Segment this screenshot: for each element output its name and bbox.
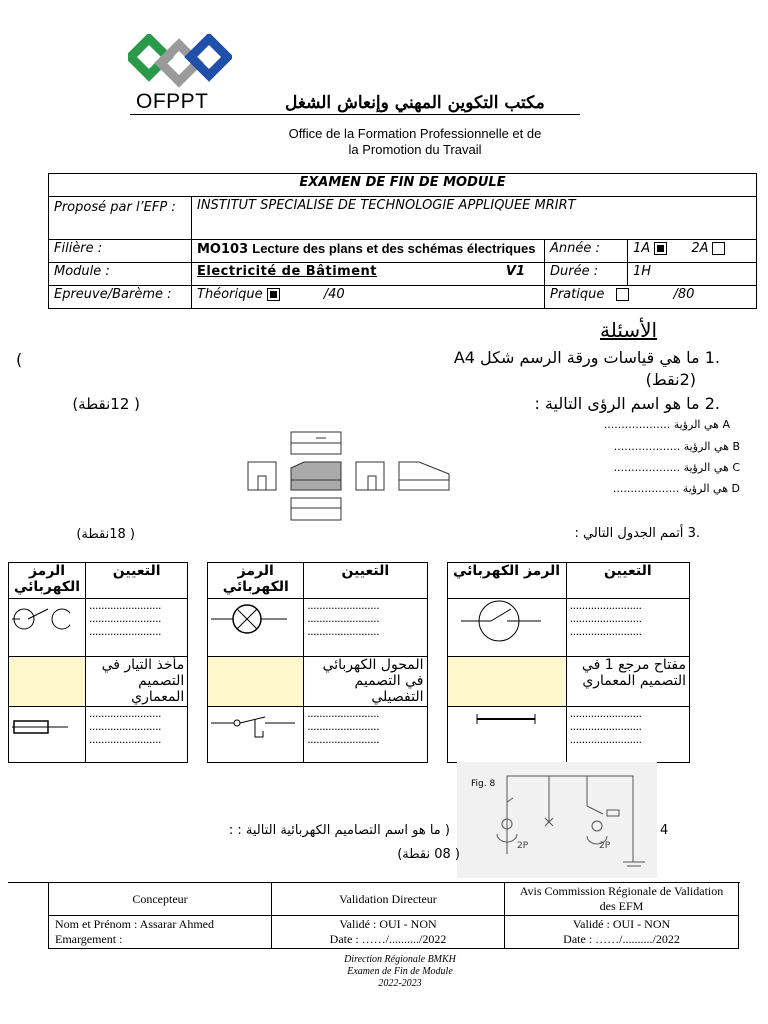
col-gap	[188, 657, 208, 707]
question-3	[560, 526, 700, 541]
view-letter: C	[732, 461, 740, 474]
symbol-switch-double	[9, 599, 86, 657]
pratique-checkbox[interactable]	[616, 288, 629, 301]
answer-dots[interactable]: ........................ ........................ ........................	[304, 707, 427, 763]
module-name: Electricité de Bâtiment	[197, 264, 377, 279]
q2-points: ( 12نقطة)	[72, 395, 140, 413]
filiere-name: Lecture des plans et des schémas électriques	[252, 241, 536, 256]
answer-dots[interactable]: ........................ ........................ ........................	[86, 707, 188, 763]
concepteur-name: Nom et Prénom : Assarar Ahmed	[55, 917, 214, 931]
annee-1a-checkbox[interactable]	[654, 242, 667, 255]
duree-value: 1H	[628, 263, 757, 286]
filiere-code: MO103	[197, 242, 249, 257]
fig-2p-right: 2P	[599, 841, 611, 851]
q2-text: ما هو اسم الرؤى التالية :	[534, 394, 700, 413]
q1-points: (2نقط)	[645, 370, 696, 389]
designation-switch: مفتاح مرجع 1 في التصميم المعماري	[566, 657, 689, 707]
circuit-figure	[457, 762, 657, 878]
designation-socket: مأخذ التيار في التصميم المعماري	[86, 657, 188, 707]
col-gap	[427, 563, 447, 599]
directeur-date: Date : ……/........../2022	[329, 932, 447, 946]
switch-circle-icon	[451, 599, 549, 643]
module-cell	[192, 263, 545, 286]
view-text: هي الرؤية ...................	[612, 482, 729, 495]
question-4	[200, 823, 450, 838]
header-symbol-3: الرمز الكهربائي	[447, 563, 566, 599]
answer-dots[interactable]: ........................ ........................ ........................	[566, 599, 689, 657]
duree-label: Durée :	[545, 263, 628, 286]
q3-points: ( 18نقطة)	[76, 527, 135, 542]
annee-1a: 1A	[633, 241, 651, 256]
header-designation-1: التعيين	[86, 563, 188, 599]
concepteur-header: Concepteur	[49, 883, 272, 916]
theorique-score: /40	[323, 287, 345, 302]
col-gap	[188, 563, 208, 599]
question-1	[420, 348, 720, 367]
header-designation-3: التعيين	[566, 563, 689, 599]
designation-transformer: المحول الكهربائي في التصميم التفصيلي	[304, 657, 427, 707]
view-letter: D	[731, 482, 740, 495]
symbol-fuse	[9, 707, 86, 763]
symbol-lamp	[208, 599, 304, 657]
annee-cell	[628, 240, 757, 263]
directeur-cell	[272, 916, 505, 949]
epreuve-label: Epreuve/Barème :	[49, 286, 192, 309]
office-name: Office de la Formation Professionnelle et de la Promotion du Travail	[288, 126, 542, 157]
symbol-switch-circle	[447, 599, 566, 657]
q4-text: ما هو اسم التصاميم الكهربائية التالية :	[237, 823, 441, 838]
directeur-valide: Validé : OUI - NON	[339, 917, 437, 931]
view-text: هي الرؤية ...................	[603, 418, 719, 431]
concepteur-cell	[49, 916, 272, 949]
symbol-conductor	[447, 707, 566, 763]
col-gap	[188, 599, 208, 657]
conductor-icon	[451, 707, 549, 737]
question-2	[480, 394, 720, 413]
theorique-cell	[192, 286, 545, 309]
footer-line-1: Direction Régionale BMKH	[344, 954, 456, 965]
exam-info-table	[48, 173, 757, 309]
commission-date: Date : ……/........../2022	[563, 932, 680, 946]
col-gap	[427, 657, 447, 707]
header-symbol-1: الرمز الكهربائي	[9, 563, 86, 599]
q2-number: .2	[704, 394, 720, 413]
col-gap	[427, 707, 447, 763]
view-a	[590, 418, 730, 431]
answer-dots[interactable]: ........................ ........................ ........................	[566, 707, 689, 763]
view-letter: B	[732, 440, 740, 453]
validation-table	[48, 882, 739, 949]
lamp-icon	[211, 599, 287, 639]
emargement-label: Emargement :	[55, 932, 123, 946]
filiere-label: Filière :	[49, 240, 192, 263]
fig-label: Fig. 8	[471, 779, 496, 789]
q1-text: ما هي قياسات ورقة الرسم شكل A4	[453, 348, 700, 367]
fig-2p-left: 2P	[517, 841, 529, 851]
avis-commission-header: Avis Commission Régionale de Validation des EFM	[505, 883, 739, 916]
q3-number: .3	[687, 526, 700, 541]
q3-text: أتمم الجدول التالي :	[574, 526, 684, 541]
theorique-checkbox[interactable]	[267, 288, 280, 301]
footer-line-2: Examen de Fin de Module	[347, 966, 453, 977]
pratique-label: Pratique	[550, 287, 605, 302]
arabic-title: مكتب التكوين المهني وإنعاش الشغل	[285, 93, 545, 113]
fuse-icon	[12, 707, 70, 747]
header-designation-2: التعيين	[304, 563, 427, 599]
q1-open-paren: (	[16, 350, 23, 369]
view-c	[590, 461, 740, 474]
commission-valide: Validé : OUI - NON	[572, 917, 671, 931]
theorique-label: Théorique	[197, 287, 263, 302]
header-rule	[130, 114, 580, 115]
page-footer	[300, 954, 500, 990]
propose-label: Proposé par l’EFP :	[49, 197, 192, 240]
logo-text: OFPPT	[136, 90, 209, 113]
module-version: V1	[505, 264, 525, 279]
symbol-push-switch	[208, 707, 304, 763]
ofppt-logo	[128, 34, 232, 90]
projection-views-drawing	[244, 428, 454, 526]
commission-cell	[505, 916, 739, 949]
questions-heading: الأسئلة	[600, 318, 658, 342]
answer-dots[interactable]: ........................ ........................ ........................	[304, 599, 427, 657]
annee-2a-checkbox[interactable]	[712, 242, 725, 255]
q4-points: ( 08 نقطة)	[397, 847, 460, 862]
view-text: هي الرؤية ...................	[613, 461, 729, 474]
pratique-cell	[545, 286, 757, 309]
symbol-blank-3[interactable]	[447, 657, 566, 707]
col-gap	[188, 707, 208, 763]
exam-title: EXAMEN DE FIN DE MODULE	[49, 174, 757, 197]
symbol-blank-2[interactable]	[208, 657, 304, 707]
institut-name: INSTITUT SPECIALISE DE TECHNOLOGIE APPLIQUEE MRIRT	[192, 197, 757, 240]
q1-number: .1	[704, 348, 720, 367]
annee-2a: 2A	[691, 241, 709, 256]
q4-colon: :	[228, 823, 234, 838]
q4-paren: (	[444, 823, 450, 838]
double-switch-icon	[12, 599, 70, 639]
view-text: هي الرؤية ...................	[613, 440, 729, 453]
view-d	[590, 482, 740, 495]
answer-dots[interactable]: ........................ ........................ ........................	[86, 599, 188, 657]
filiere-cell	[192, 240, 545, 263]
symbol-table	[8, 562, 690, 763]
pratique-score: /80	[673, 287, 695, 302]
footer-line-3: 2022-2023	[378, 978, 422, 989]
col-gap	[427, 599, 447, 657]
symbol-blank-1[interactable]	[9, 657, 86, 707]
push-switch-icon	[211, 707, 295, 747]
q4-number: 4	[660, 823, 669, 838]
view-letter: A	[722, 418, 730, 431]
module-label: Module :	[49, 263, 192, 286]
view-b	[590, 440, 740, 453]
validation-directeur-header: Validation Directeur	[272, 883, 505, 916]
annee-label: Année :	[545, 240, 628, 263]
header-symbol-2: الرمز الكهربائي	[208, 563, 304, 599]
